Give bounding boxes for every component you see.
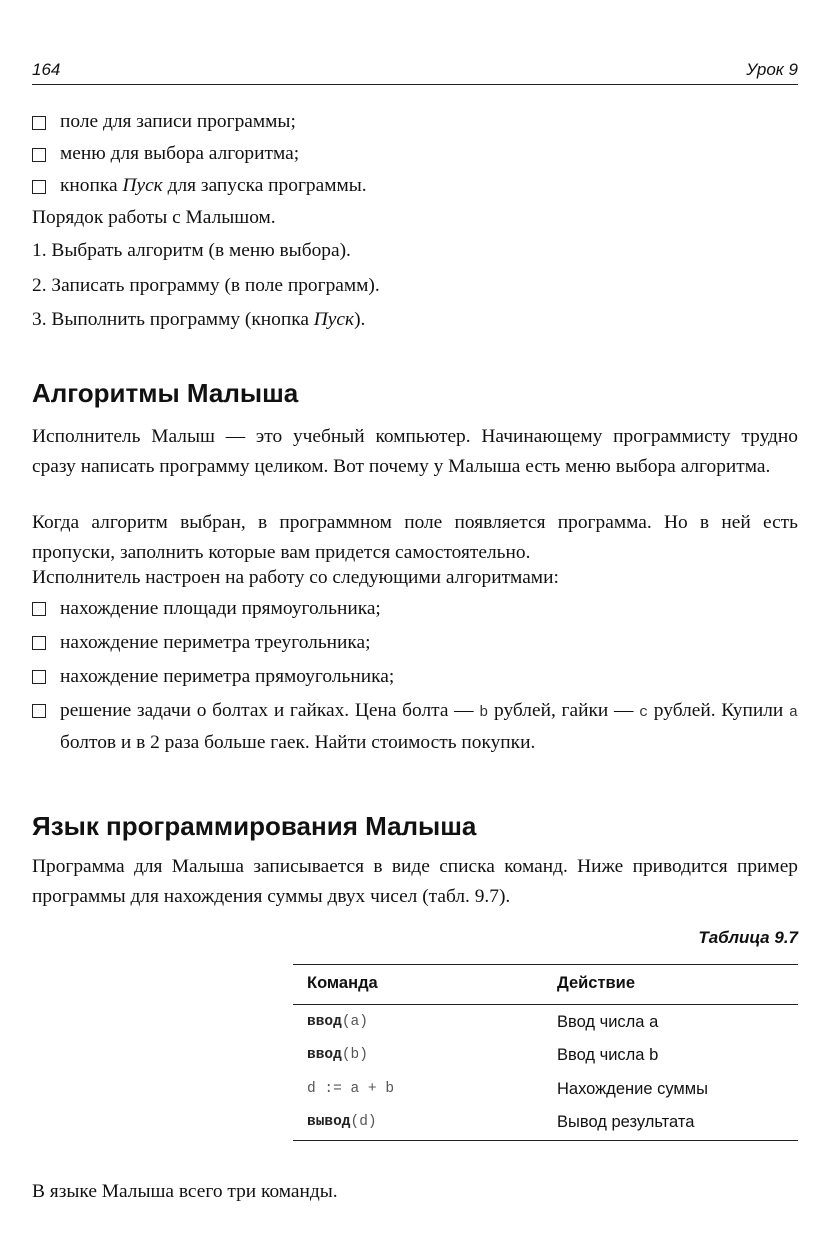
list-item: 2. Записать программу (в поле программ). <box>32 275 380 296</box>
table-cell-command: d := a + b <box>307 1081 395 1097</box>
bullet-box-icon <box>32 704 46 718</box>
list-item: 3. Выполнить программу (кнопка Пуск). <box>32 309 366 330</box>
table-cell-command: ввод(a) <box>307 1014 368 1030</box>
running-header <box>32 56 798 85</box>
page-number: 164 <box>32 60 61 79</box>
bullet-box-icon <box>32 602 46 616</box>
bullet-box-icon <box>32 148 46 162</box>
table-rule <box>293 1140 798 1141</box>
list-item: нахождение периметра прямоугольника; <box>60 666 395 687</box>
paragraph: Исполнитель Малыш — это учебный компьютер. Начинающему программисту трудно сразу написать программу целиком. Вот почему у Малыша есть меню выбора алгоритма. <box>32 426 798 477</box>
paragraph: Когда алгоритм выбран, в программном поле появляется программа. Но в ней есть пропуски, заполнить которые вам придется самостоятельно. <box>32 512 798 563</box>
bullet-box-icon <box>32 180 46 194</box>
bullet-box-icon <box>32 636 46 650</box>
table-rule <box>293 1004 798 1005</box>
table-rule <box>293 964 798 965</box>
list-item: решение задачи о болтах и гайках. Цена болта — b рублей, гайки — c рублей. Купили a болтов и в 2 раза больше гаек. Найти стоимость покупки. <box>60 700 799 753</box>
table-cell-command: вывод(d) <box>307 1114 377 1130</box>
table-cell-command: ввод(b) <box>307 1047 368 1063</box>
bullet-box-icon <box>32 670 46 684</box>
table-caption: Таблица 9.7 <box>698 928 798 947</box>
table-cell-action: Ввод числа b <box>557 1046 659 1064</box>
bullet-box-icon <box>32 116 46 130</box>
table-cell-action: Вывод результата <box>557 1113 695 1131</box>
table-cell-action: Нахождение суммы <box>557 1080 708 1098</box>
column-header: Команда <box>307 974 378 992</box>
closing-paragraph: В языке Малыша всего три команды. <box>32 1181 338 1202</box>
list-item: меню для выбора алгоритма; <box>60 143 300 164</box>
list-item: нахождение периметра треугольника; <box>60 632 371 653</box>
list-item: нахождение площади прямоугольника; <box>60 598 381 619</box>
section-heading: Язык программирования Малыша <box>32 811 477 841</box>
section-heading: Алгоритмы Малыша <box>32 378 299 408</box>
paragraph: Исполнитель настроен на работу со следующими алгоритмами: <box>32 567 559 588</box>
paragraph: Программа для Малыша записывается в виде списка команд. Ниже приводится пример программы для нахождения суммы двух чисел (табл. 9.7). <box>32 856 798 907</box>
column-header: Действие <box>557 974 635 992</box>
order-intro: Порядок работы с Малышом. <box>32 207 276 228</box>
list-item: поле для записи программы; <box>60 111 296 132</box>
list-item: кнопка Пуск для запуска программы. <box>60 175 367 196</box>
table-cell-action: Ввод числа a <box>557 1013 659 1031</box>
chapter-title: Урок 9 <box>746 60 798 79</box>
list-item: 1. Выбрать алгоритм (в меню выбора). <box>32 240 351 261</box>
